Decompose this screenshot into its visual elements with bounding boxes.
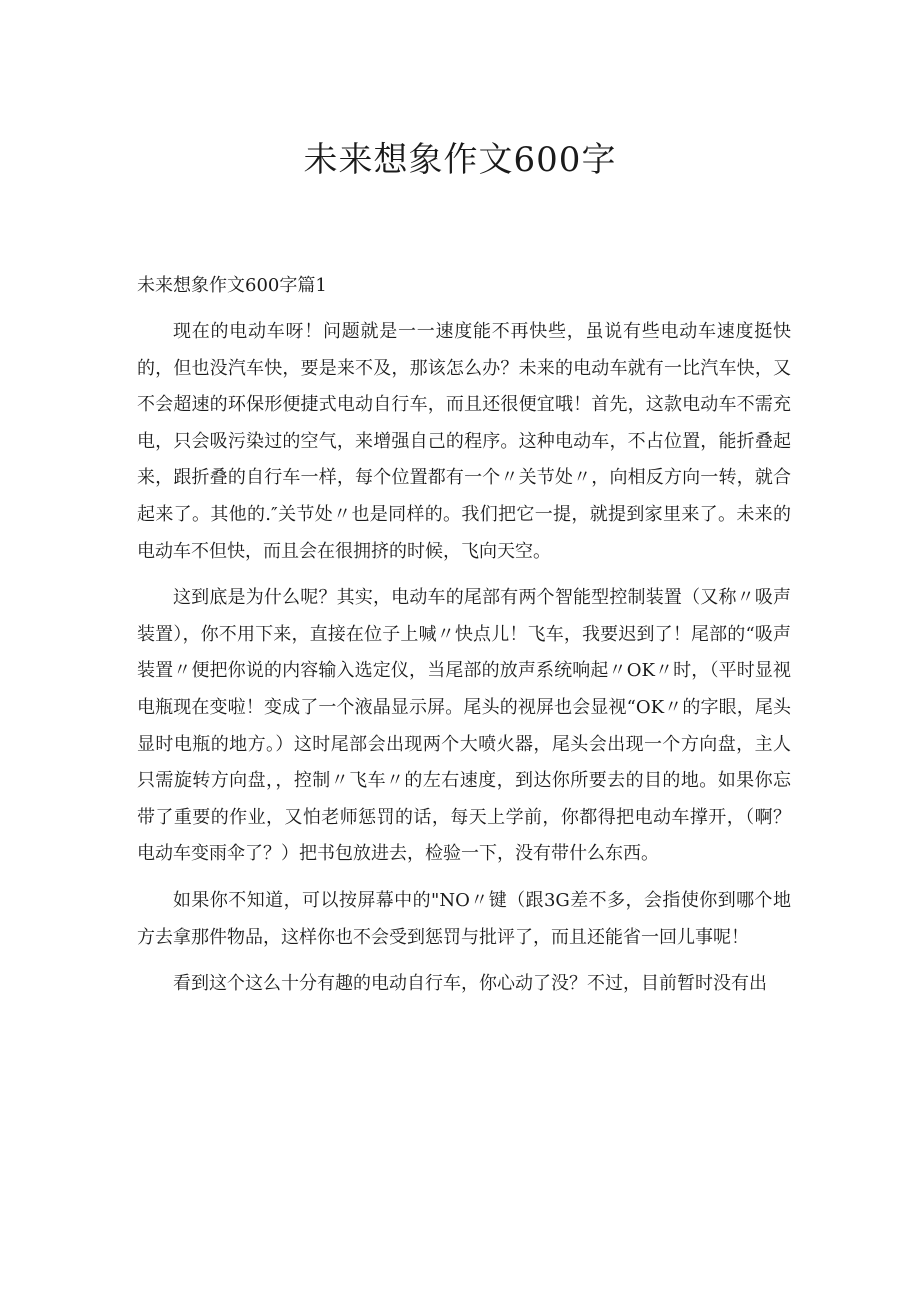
- paragraph-3: 如果你不知道，可以按屏幕中的"NO〃键（跟3G差不多，会指使你到哪个地方去拿那件物品，这样你也不会受到惩罚与批评了，而且还能省一回儿事呢！: [137, 889, 791, 948]
- document-body: [137, 268, 791, 1013]
- section-heading: 未来想象作文600字篇1: [137, 275, 327, 296]
- paragraph-2: 这到底是为什么呢？其实，电动车的尾部有两个智能型控制装置（又称〃吸声装置），你不用下来，直接在位子上喊〃快点儿！飞车，我要迟到了！尾部的“吸声装置〃便把你说的内容输入选定仪，当尾部的放声系统响起〃OK〃时，（平时显视电瓶现在变啦！变成了一个液晶显示屏。尾头的视屏也会显视“OK〃的字眼，尾头显时电瓶的地方。）这时尾部会出现两个大喷火器，尾头会出现一个方向盘，主人只需旋转方向盘，，控制〃飞车〃的左右速度，到达你所要去的目的地。如果你忘带了重要的作业，又怕老师惩罚的话，每天上学前，你都得把电动车撑开，（啊？电动车变雨伞了？）把书包放进去，检验一下，没有带什么东西。: [137, 587, 791, 865]
- document-title: 未来想象作文600字: [303, 140, 617, 180]
- paragraph-4: 看到这个这么十分有趣的电动自行车，你心动了没？不过，目前暂时没有出: [173, 973, 767, 995]
- paragraph-1: 现在的电动车呀！问题就是一一速度能不再快些，虽说有些电动车速度挺快的，但也没汽车快，要是来不及，那该怎么办？未来的电动车就有一比汽车快，又不会超速的环保形便捷式电动自行车，而且还很便宜哦！首先，这款电动车不需充电，只会吸污染过的空气，来增强自己的程序。这种电动车，不占位置，能折叠起来，跟折叠的自行车一样，每个位置都有一个〃关节处〃，向相反方向一转，就合起来了。其他的.″关节处〃也是同样的。我们把它一提，就提到家里来了。未来的电动车不但快，而且会在很拥挤的时候，飞向天空。: [137, 321, 791, 562]
